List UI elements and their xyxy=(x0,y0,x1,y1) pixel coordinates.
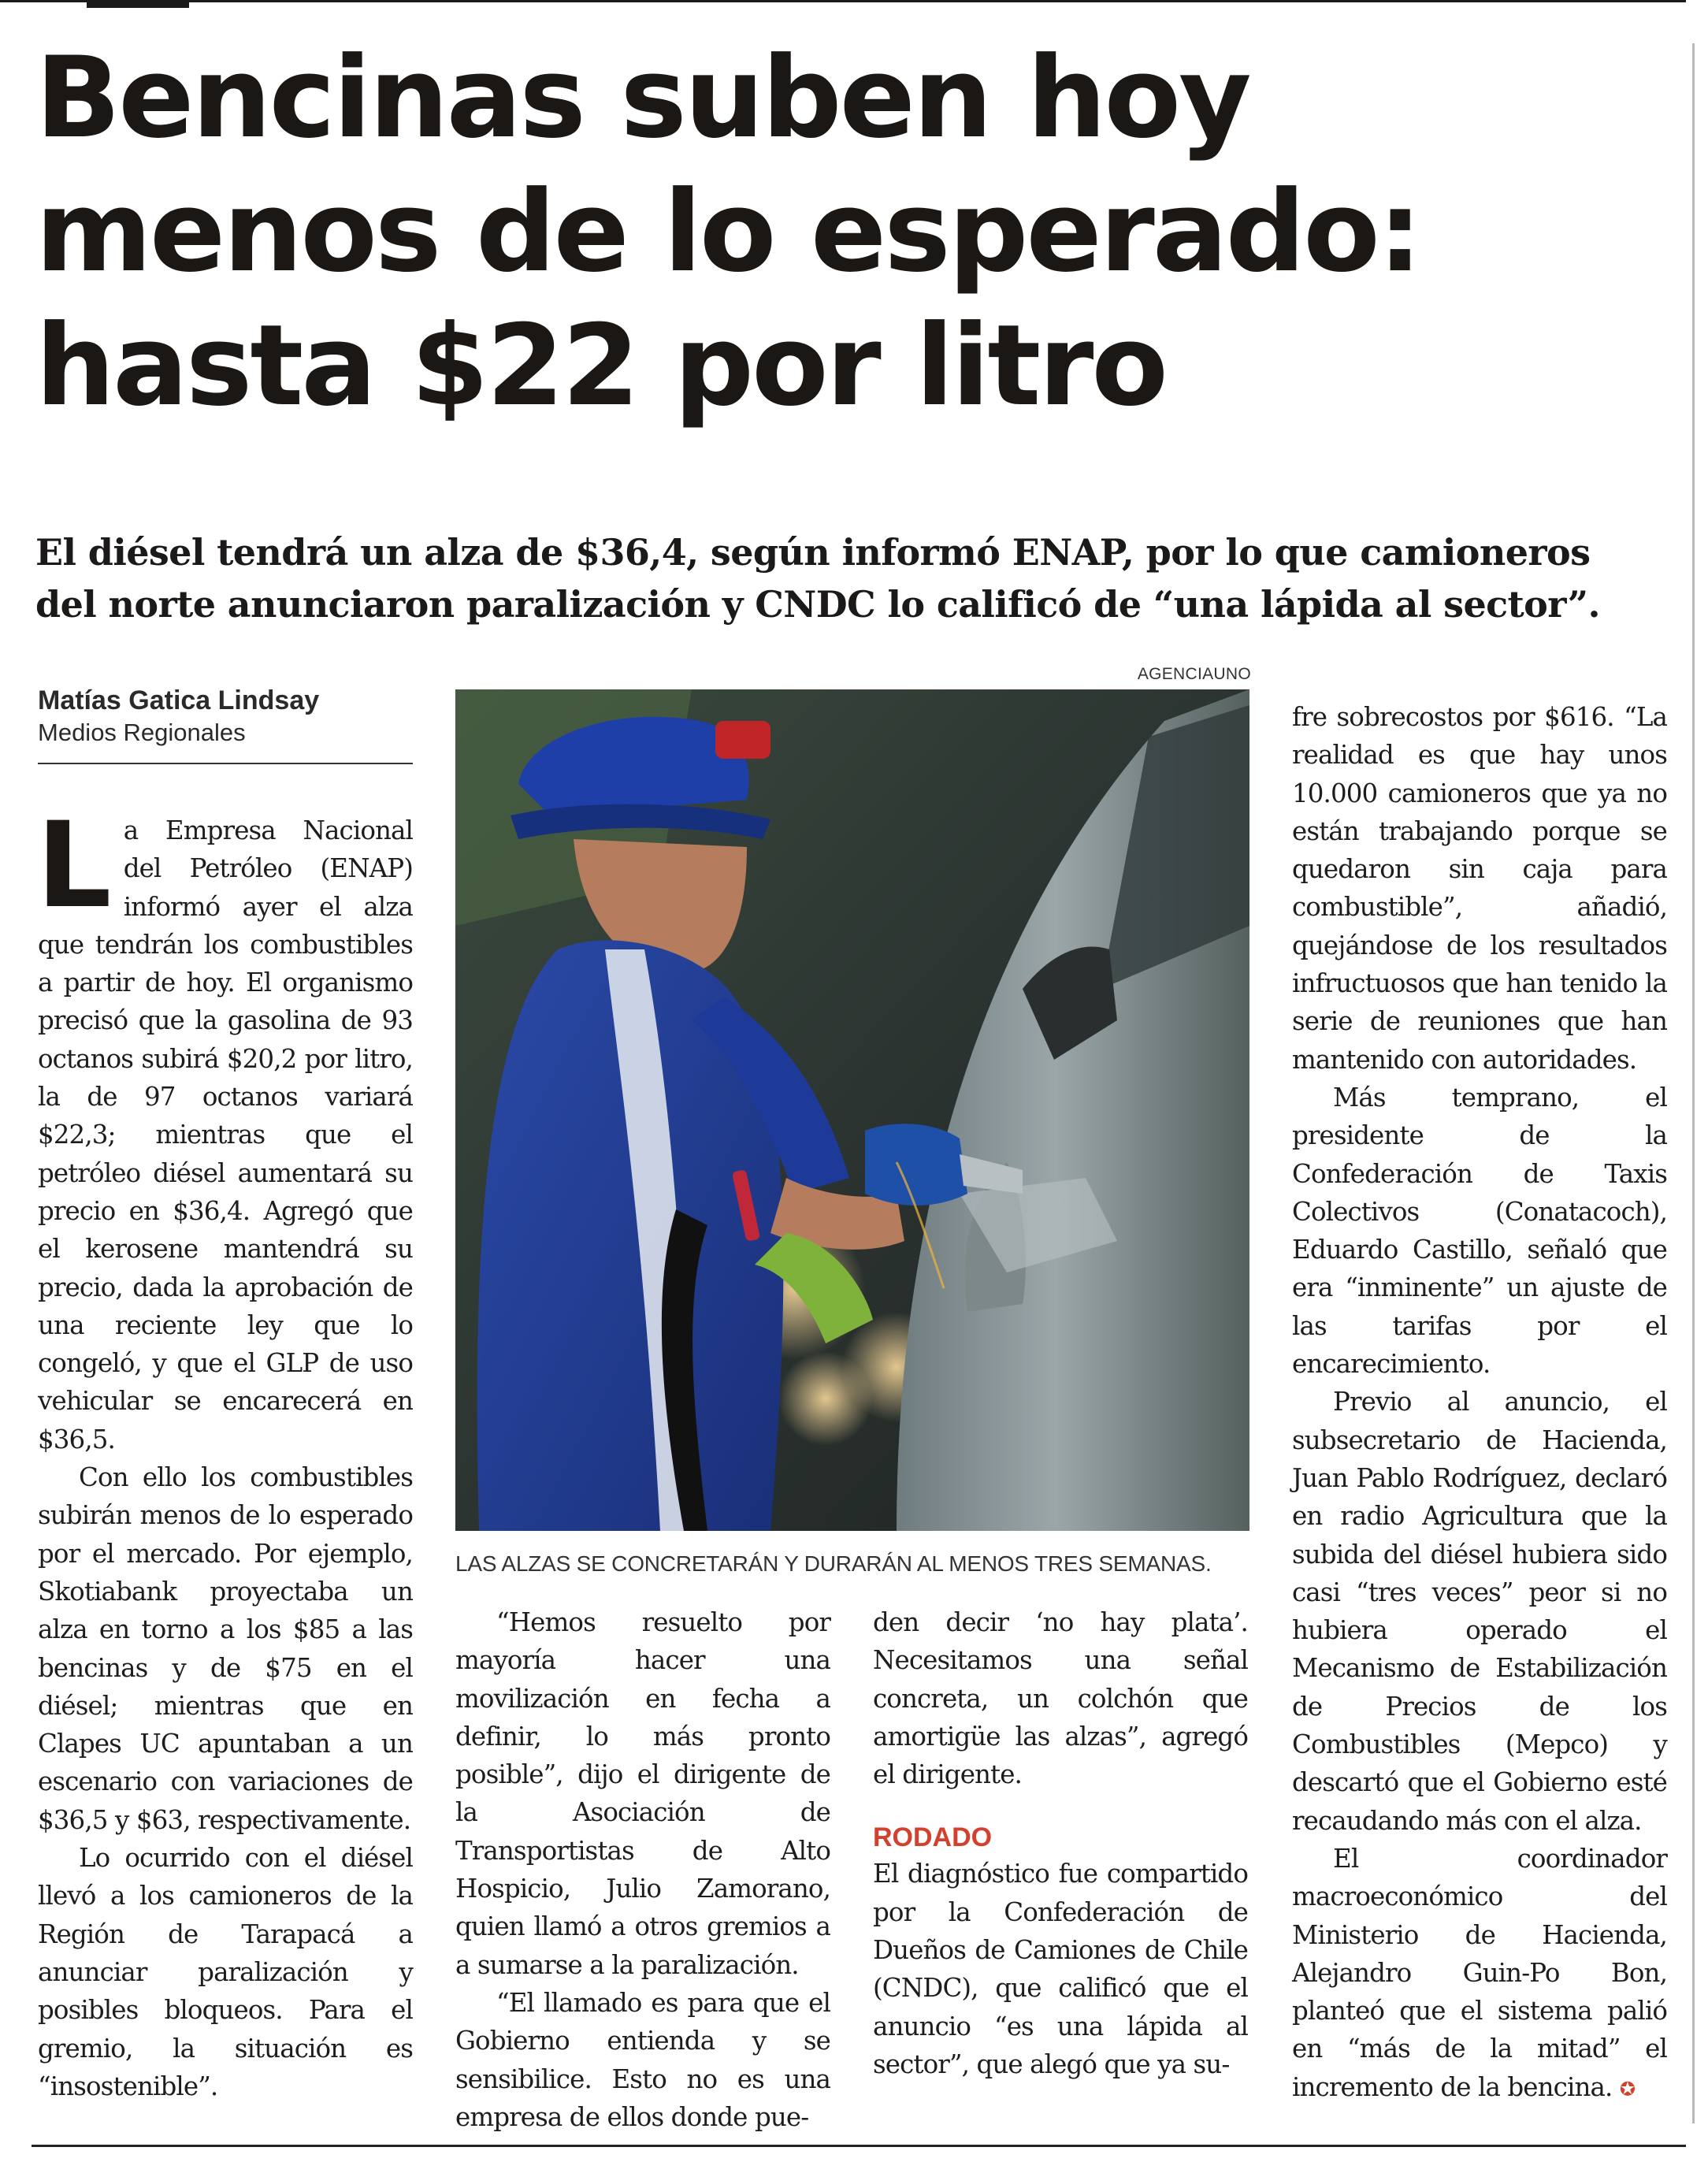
section-subhead: RODADO xyxy=(873,1822,993,1853)
section-tab xyxy=(87,0,189,8)
deck-line-1: El diésel tendrá un alza de $36,4, según informó ENAP, por lo que camioneros xyxy=(35,531,1591,574)
article-paragraph xyxy=(1292,1840,1667,2108)
end-mark-icon: ✪ xyxy=(1619,2078,1636,2101)
photo-credit: AGENCIAUNO xyxy=(1137,665,1251,683)
deck-subtitle xyxy=(35,526,1674,630)
photo-caption: LAS ALZAS SE CONCRETARÁN Y DURARÁN AL MENOS TRES SEMANAS. xyxy=(455,1551,1212,1576)
top-rule xyxy=(0,0,1686,2)
author-outlet: Medios Regionales xyxy=(38,719,246,746)
article-paragraph: Lo ocurrido con el diésel llevó a los camioneros de la Región de Tarapacá a anunciar paralización y posibles bloqueos. Para el gremio, la situación es “insostenible”. xyxy=(38,1843,413,2101)
article-column-4 xyxy=(1292,698,1667,2108)
article-column-3 xyxy=(873,1603,1248,2083)
article-photo xyxy=(455,689,1249,1531)
paragraph-text: a Empresa Nacional del Petróleo (ENAP) informó ayer el alza que tendrán los combustibles a partir de hoy. El organismo precisó que la gasolina de 93 octanos subirá $20,2 por litro, la de 97 octanos variará $22,3; mientras que el petróleo diésel aumentará su precio en $36,4. Agregó que el kerosene mantendrá su precio, dada la aprobación de una reciente ley que lo congeló, y que el GLP de uso vehicular se encarecerá en $36,5. xyxy=(38,815,413,1454)
drop-cap: L xyxy=(36,797,111,934)
headline-line-3: hasta $22 por litro xyxy=(35,301,1166,431)
article-paragraph: Más temprano, el presidente de la Confederación de Taxis Colectivos (Conatacoch), Eduardo Castillo, señaló que era “inminente” un ajuste de las tarifas por el encarecimiento. xyxy=(1292,1082,1667,1380)
article-paragraph: Previo al anuncio, el subsecretario de Hacienda, Juan Pablo Rodríguez, declaró en radio Agricultura que la subida del diésel hubiera sido casi “tres veces” peor si no hubiera operado el Mecanismo de Estabilización de Precios de los Combustibles (Mepco) y descartó que el Gobierno esté recaudando más con el alza. xyxy=(1292,1387,1667,1836)
deck-line-2: del norte anunciaron paralización y CNDC lo calificó de “una lápida al sector”. xyxy=(35,583,1600,626)
article-paragraph: Con ello los combustibles subirán menos de lo esperado por el mercado. Por ejemplo, Skotiabank proyectaba un alza en torno a los $85 a las bencinas y de $75 en el diésel; mientras que en Clapes UC apuntaban a un escenario con variaciones de $36,5 y $63, respectivamente. xyxy=(38,1462,413,1835)
article-paragraph: “El llamado es para que el Gobierno entienda y se sensibilice. Esto no es una empresa de ellos donde pue- xyxy=(455,1987,830,2132)
article-paragraph xyxy=(36,797,413,1458)
headline-line-2: menos de lo esperado: xyxy=(35,167,1420,297)
headline-line-1: Bencinas suben hoy xyxy=(35,33,1249,163)
byline xyxy=(38,684,413,749)
author-name: Matías Gatica Lindsay xyxy=(38,685,320,715)
fuel-pump-photo-illustration xyxy=(455,689,1249,1531)
byline-rule xyxy=(38,763,413,764)
article-paragraph: fre sobrecostos por $616. “La realidad es que hay unos 10.000 camioneros que ya no están trabajando porque se quedaron sin caja para combustible”, añadió, quejándose de los resultados infructuosos que han tenido la serie de reuniones que han mantenido con autoridades. xyxy=(1292,702,1667,1075)
bottom-rule xyxy=(32,2145,1686,2147)
article-paragraph: El diagnóstico fue compartido por la Confederación de Dueños de Camiones de Chile (CNDC), que calificó que el anuncio “es una lápida al sector”, que alegó que ya su- xyxy=(873,1859,1248,2079)
article-paragraph: “Hemos resuelto por mayoría hacer una movilización en fecha a definir, lo más pronto posible”, dijo el dirigente de la Asociación de Transportistas de Alto Hospicio, Julio Zamorano, quien llamó a otros gremios a a sumarse a la paralización. xyxy=(455,1607,830,1980)
article-column-2 xyxy=(455,1603,830,2136)
article-paragraph: den decir ‘no hay plata’. Necesitamos una señal concreta, un colchón que amortigüe las alzas”, agregó el dirigente. xyxy=(873,1607,1248,1790)
right-border-rule xyxy=(1692,43,1695,2123)
paragraph-text: El coordinador macroeconómico del Ministerio de Hacienda, Alejandro Guin-Po Bon, planteó que el sistema palió en “más de la mitad” el incremento de la bencina. xyxy=(1292,1843,1667,2102)
headline xyxy=(35,32,1674,433)
article-column-1 xyxy=(36,797,413,2105)
